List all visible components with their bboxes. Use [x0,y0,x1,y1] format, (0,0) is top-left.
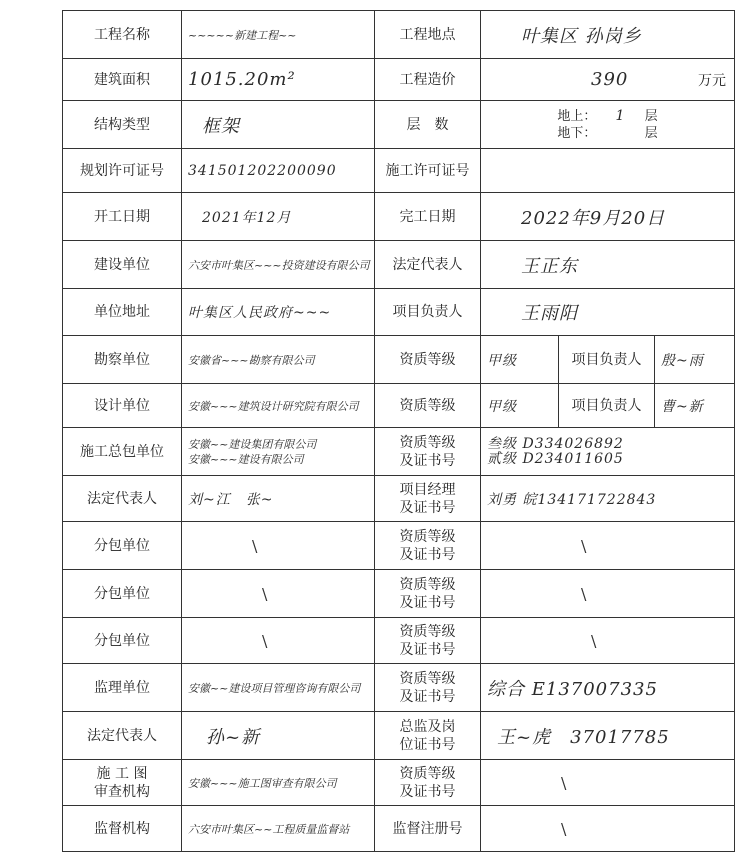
design-project-leader-cell[interactable] [655,384,735,428]
contractor-cert-cell[interactable] [481,428,735,476]
pm-cert-value: 刘勇 皖134171722843 [487,491,657,508]
general-contractor-label: 施工总包单位 [63,428,182,476]
developer-legal-rep-cell[interactable] [481,241,735,289]
below-ground-label: 地下： [557,125,597,141]
drawing-review-cert-label: 资质等级 及证书号 [375,760,481,806]
floors-label: 层 数 [375,101,481,149]
project-info-form [62,10,735,852]
developer-label: 建设单位 [63,241,182,289]
row-subcontractor-1 [63,522,735,570]
planning-permit-label: 规划许可证号 [63,149,182,193]
row-oversight [63,806,735,852]
start-date-value: 2021年12月 [202,209,292,226]
oversight-agency-label: 监督机构 [63,806,182,852]
contractor-legal-rep-label: 法定代表人 [63,476,182,522]
construction-permit-cell[interactable] [481,149,735,193]
general-contractor-line2: 安徽~~~建设有限公司 [188,452,304,466]
supervision-cert-value: 综合 E137007335 [487,678,658,700]
developer-legal-rep-label: 法定代表人 [375,241,481,289]
developer-value: 六安市叶集区~~~投资建设有限公司 [188,258,370,272]
row-subcontractor-3 [63,618,735,664]
cost-unit: 万元 [698,72,727,89]
row-contractor-legal-rep [63,476,735,522]
subcontractor-1-cert-label: 资质等级 及证书号 [375,522,481,570]
subcontractor-2-cert-cell[interactable] [481,570,735,618]
planning-permit-value: 341501202200090 [188,162,337,179]
survey-qualification-label: 资质等级 [375,336,481,384]
contractor-cert-line2: 贰级 D234011605 [487,450,624,467]
supervision-cert-cell[interactable] [481,664,735,712]
structure-type-value: 框架 [202,115,240,137]
design-qualification-value: 甲级 [487,398,517,415]
project-cost-value: 390 [591,69,629,90]
row-design [63,384,735,428]
project-cost-cell[interactable] [481,59,735,101]
supervision-cert-label: 资质等级 及证书号 [375,664,481,712]
survey-unit-label: 勘察单位 [63,336,182,384]
design-project-leader-label: 项目负责人 [559,384,655,428]
start-date-label: 开工日期 [63,193,182,241]
oversight-reg-cell[interactable] [481,806,735,852]
building-area-cell[interactable] [182,59,375,101]
row-structure-floors [63,101,735,149]
oversight-agency-cell[interactable] [182,806,375,852]
contractor-legal-rep-cell[interactable] [182,476,375,522]
floors-below-line [481,125,734,142]
design-unit-cell[interactable] [182,384,375,428]
subcontractor-2-cert-label: 资质等级 及证书号 [375,570,481,618]
developer-cell[interactable] [182,241,375,289]
contractor-legal-rep-value: 刘~江 张~ [188,491,274,508]
survey-qualification-value: 甲级 [487,352,517,369]
design-project-leader-value: 曹~新 [661,398,704,415]
floors-above-line [481,108,734,125]
contractor-cert-line1: 叁级 D334026892 [487,435,624,452]
pm-cert-label: 项目经理 及证书号 [375,476,481,522]
subcontractor-3-value: \ [262,631,268,650]
subcontractor-2-label: 分包单位 [63,570,182,618]
unit-address-cell[interactable] [182,289,375,336]
structure-type-cell[interactable] [182,101,375,149]
row-permits [63,149,735,193]
drawing-review-value: 安徽~~~施工图审查有限公司 [188,776,337,790]
drawing-review-cert-value: \ [561,773,567,792]
construction-permit-label: 施工许可证号 [375,149,481,193]
developer-project-leader-cell[interactable] [481,289,735,336]
project-cost-label: 工程造价 [375,59,481,101]
row-address [63,289,735,336]
unit-address-label: 单位地址 [63,289,182,336]
project-name-cell[interactable] [182,11,375,59]
contractor-cert-label: 资质等级 及证书号 [375,428,481,476]
row-survey [63,336,735,384]
chief-supervisor-cell[interactable] [481,712,735,760]
subcontractor-3-cert-label: 资质等级 及证书号 [375,618,481,664]
drawing-review-cell[interactable] [182,760,375,806]
subcontractor-1-cert-cell[interactable] [481,522,735,570]
design-qualification-cell[interactable] [481,384,559,428]
survey-project-leader-label: 项目负责人 [559,336,655,384]
floors-above-value: 1 [615,107,626,124]
survey-unit-cell[interactable] [182,336,375,384]
structure-type-label: 结构类型 [63,101,182,149]
project-location-value: 叶集区 孙岗乡 [521,25,642,47]
subcontractor-1-label: 分包单位 [63,522,182,570]
subcontractor-3-label: 分包单位 [63,618,182,664]
floors-cell[interactable] [481,101,735,149]
subcontractor-3-cert-cell[interactable] [481,618,735,664]
developer-project-leader-value: 王雨阳 [521,303,578,324]
below-floor-unit: 层 [644,125,658,141]
row-supervision-legal-rep [63,712,735,760]
row-subcontractor-2 [63,570,735,618]
start-date-cell[interactable] [182,193,375,241]
design-unit-value: 安徽~~~建筑设计研究院有限公司 [188,399,359,413]
design-qualification-label: 资质等级 [375,384,481,428]
drawing-review-label: 施 工 图 审查机构 [63,760,182,806]
subcontractor-3-cell[interactable] [182,618,375,664]
completion-date-cell[interactable] [481,193,735,241]
subcontractor-1-cell[interactable] [182,522,375,570]
building-area-label: 建筑面积 [63,59,182,101]
row-area-cost [63,59,735,101]
pm-cert-cell[interactable] [481,476,735,522]
subcontractor-1-cert-value: \ [581,536,587,555]
project-location-label: 工程地点 [375,11,481,59]
supervision-unit-label: 监理单位 [63,664,182,712]
survey-project-leader-value: 殷~雨 [661,352,704,369]
row-project-name [63,11,735,59]
completion-date-label: 完工日期 [375,193,481,241]
above-ground-label: 地上： [557,108,597,124]
subcontractor-2-cell[interactable] [182,570,375,618]
chief-supervisor-value: 王~虎 37017785 [497,726,670,748]
general-contractor-cell[interactable] [182,428,375,476]
unit-address-value: 叶集区人民政府~~~ [188,305,332,321]
supervision-legal-rep-label: 法定代表人 [63,712,182,760]
row-dates [63,193,735,241]
planning-permit-cell[interactable] [182,149,375,193]
building-area-value: 1015.20m² [188,69,296,90]
general-contractor-line1: 安徽~~建设集团有限公司 [188,437,317,451]
completion-date-value: 2022年9月20日 [521,207,666,229]
row-drawing-review [63,760,735,806]
developer-legal-rep-value: 王正东 [521,255,578,277]
oversight-reg-label: 监督注册号 [375,806,481,852]
oversight-agency-value: 六安市叶集区~~工程质量监督站 [188,822,350,836]
subcontractor-2-cert-value: \ [581,584,587,603]
survey-project-leader-cell[interactable] [655,336,735,384]
survey-qualification-cell[interactable] [481,336,559,384]
supervision-legal-rep-cell[interactable] [182,712,375,760]
drawing-review-cert-cell[interactable] [481,760,735,806]
supervision-legal-rep-value: 孙~新 [206,726,261,748]
project-name-label: 工程名称 [63,11,182,59]
chief-supervisor-label: 总监及岗 位证书号 [375,712,481,760]
row-supervision [63,664,735,712]
supervision-unit-cell[interactable] [182,664,375,712]
survey-unit-value: 安徽省~~~勘察有限公司 [188,353,315,367]
developer-project-leader-label: 项目负责人 [375,289,481,336]
project-location-cell[interactable] [481,11,735,59]
row-developer [63,241,735,289]
design-unit-label: 设计单位 [63,384,182,428]
project-name-value: ~~~~~新建工程~~ [188,28,297,42]
oversight-reg-value: \ [561,819,567,838]
row-general-contractor [63,428,735,476]
above-floor-unit: 层 [644,108,658,124]
subcontractor-1-value: \ [252,536,258,555]
subcontractor-2-value: \ [262,584,268,603]
supervision-unit-value: 安徽~~建设项目管理咨询有限公司 [188,681,361,695]
subcontractor-3-cert-value: \ [591,631,597,650]
